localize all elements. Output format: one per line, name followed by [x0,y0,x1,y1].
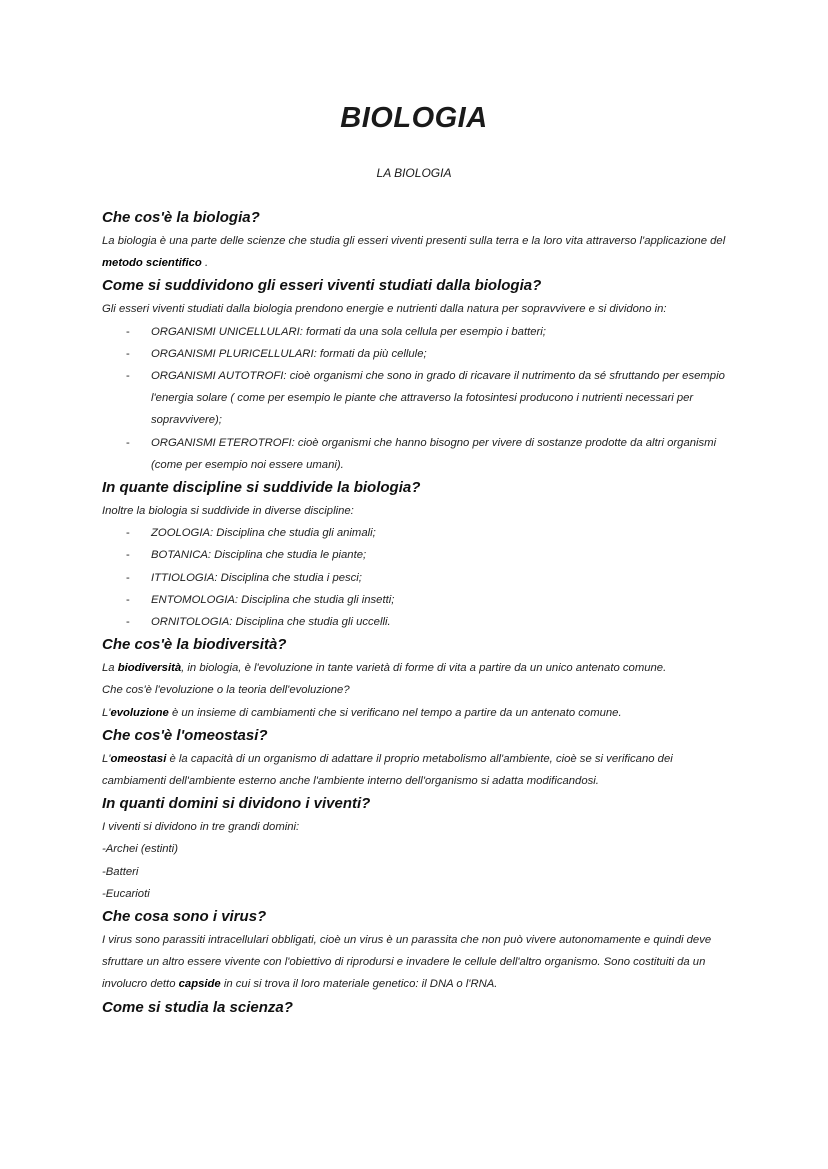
section-what-is-biology [102,206,732,274]
item-text: ORNITOLOGIA: Disciplina che studia gli uccelli. [151,616,391,629]
document-subtitle: LA BIOLOGIA [376,166,452,180]
text: L' [102,752,111,765]
discipline-list [102,522,732,633]
document-title: BIOLOGIA [340,102,488,134]
bullet: - [126,325,130,338]
paragraph [102,657,732,679]
text: La biologia è una parte delle scienze che studia gli esseri viventi presenti sulla terra e la loro vita attraverso l'applicazione del [102,235,726,247]
organism-list [102,321,732,476]
list-item [102,343,732,365]
list-item [102,567,732,589]
paragraph: Gli esseri viventi studiati dalla biologia prendono energie e nutrienti dalla natura per sopravvivere e si dividono in: [102,303,667,316]
text: , in biologia, è l'evoluzione in tante varietà di forme di vita a partire da un unico antenato comune. [181,662,667,675]
section-heading: In quanti domini si dividono i viventi? [102,795,371,813]
list-item [102,544,732,566]
text: è la capacità di un organismo di adattare il proprio metabolismo all'ambiente, cioè se si verificano dei cambiamenti dell'ambiente esterno anche l'ambiente interno dell'organismo si adatta modificandosi. [102,752,673,788]
item-text: ORGANISMI PLURICELLULARI: formati da più cellule; [151,347,427,360]
bold-term: evoluzione [110,706,169,719]
domain-item: -Batteri [102,865,139,878]
section-heading: Che cos'è la biologia? [102,209,260,226]
bold-term: biodiversità [117,662,182,675]
paragraph [102,702,732,724]
section-heading: Che cos'è l'omeostasi? [102,726,268,744]
text: I virus sono parassiti intracellulari obbligati, cioè un virus è un parassita che non può vivere autonomamente e quindi deve sfruttare un altro essere vivente con l'obiettivo di riprodursi e invadere le cellule dell'altro organismo. Sono costituiti da un involucro detto [102,934,712,991]
bold-term: capside [178,978,221,991]
item-text: ORGANISMI AUTOTROFI: cioè organismi che sono in grado di ricavare il nutrimento da sé sfruttando per esempio l'energia solare ( come per esempio le piante che attraverso la fotosintesi producono i nutrienti necessari per sopravvivere); [151,370,725,427]
bullet: - [126,593,130,606]
section-domains [102,792,732,905]
list-item [102,365,732,432]
bullet: - [126,616,130,629]
text: è un insieme di cambiamenti che si verificano nel tempo a partire da un antenato comune. [168,706,622,719]
paragraph [102,230,732,274]
section-homeostasis [102,724,732,792]
item-text: ORGANISMI UNICELLULARI: formati da una sola cellula per esempio i batteri; [151,325,546,338]
section-heading: Come si studia la scienza? [102,998,293,1016]
item-text: ZOOLOGIA: Disciplina che studia gli animali; [151,527,376,540]
section-living-beings [102,274,732,476]
list-item [102,432,732,476]
item-text: ITTIOLOGIA: Disciplina che studia i pesci; [151,571,362,584]
paragraph: I viventi si dividono in tre grandi domini: [102,821,300,834]
text: . [201,257,209,270]
list-item [102,589,732,611]
bullet: - [126,527,130,540]
bullet: - [126,436,130,449]
section-biodiversity [102,633,732,724]
list-item [102,522,732,544]
text: La [102,662,118,675]
list-item [102,321,732,343]
section-viruses [102,905,732,996]
paragraph: Inoltre la biologia si suddivide in diverse discipline: [102,505,354,518]
paragraph [102,748,732,792]
paragraph: Che cos'è l'evoluzione o la teoria dell'evoluzione? [102,684,350,697]
section-heading: Che cosa sono i virus? [102,908,267,926]
domain-item: -Archei (estinti) [102,843,178,856]
item-text: ENTOMOLOGIA: Disciplina che studia gli insetti; [151,593,395,606]
bold-term: metodo scientifico [102,257,202,270]
paragraph [102,929,732,996]
section-heading: Come si suddividono gli esseri viventi studiati dalla biologia? [102,277,542,295]
list-item [102,611,732,633]
bullet: - [126,370,130,383]
section-study-science [102,996,732,1020]
item-text: ORGANISMI ETEROTROFI: cioè organismi che hanno bisogno per vivere di sostanze prodotte da altri organismi (come per esempio noi essere umani). [151,436,717,471]
bullet: - [126,549,130,562]
bullet: - [126,347,130,360]
section-heading: In quante discipline si suddivide la biologia? [102,479,421,497]
text: in cui si trova il loro materiale genetico: il DNA o l'RNA. [220,978,498,991]
domain-item: -Eucarioti [102,887,150,900]
section-disciplines [102,476,732,633]
bold-term: omeostasi [110,752,167,765]
bullet: - [126,571,130,584]
section-heading: Che cos'è la biodiversità? [102,636,287,654]
document-body [102,206,732,1020]
item-text: BOTANICA: Disciplina che studia le piante; [151,549,367,562]
text: L' [102,706,111,719]
